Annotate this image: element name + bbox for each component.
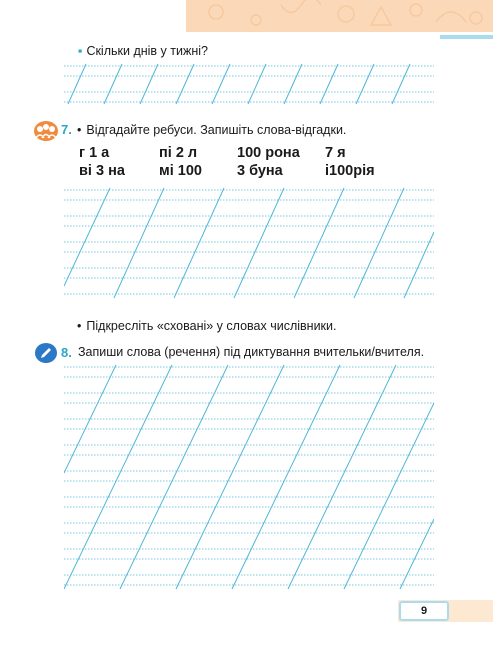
task-8-instruction: Запиши слова (речення) під диктування вчительки/вчителя. bbox=[78, 345, 425, 359]
team-icon bbox=[34, 119, 58, 141]
square-bullet-icon: ▪ bbox=[78, 44, 83, 58]
task-7-number: 7. bbox=[61, 122, 72, 137]
task-7-instruction bbox=[77, 123, 346, 137]
rebus-item: 3 буна bbox=[237, 163, 283, 179]
question-days-text: Скільки днів у тижні? bbox=[86, 44, 208, 58]
writing-lines-days bbox=[64, 62, 434, 106]
page-number: 9 bbox=[399, 601, 449, 621]
underline-instruction bbox=[77, 319, 336, 333]
task-7-instruction-text: Відгадайте ребуси. Запишіть слова-відгадки. bbox=[86, 123, 347, 137]
rebus-item: 100 рона bbox=[237, 145, 300, 161]
task-8-number: 8. bbox=[61, 345, 72, 360]
rebus-item: і100рія bbox=[325, 163, 375, 179]
underline-instruction-text: Підкресліть «сховані» у словах числівники. bbox=[86, 319, 337, 333]
writing-lines-task-7 bbox=[64, 186, 434, 300]
header-stripe bbox=[440, 35, 493, 39]
rebus-item: г 1 а bbox=[79, 145, 110, 161]
bullet: • bbox=[77, 123, 82, 137]
rebus-item: 7 я bbox=[325, 145, 346, 161]
bullet: • bbox=[77, 319, 82, 333]
writing-lines-task-8 bbox=[64, 363, 434, 592]
question-days bbox=[78, 44, 208, 58]
pencil-icon bbox=[35, 343, 57, 363]
header-decoration bbox=[186, 0, 493, 32]
rebus-item: ві 3 на bbox=[79, 163, 125, 179]
rebus-item: пі 2 л bbox=[159, 145, 198, 161]
rebus-item: мі 100 bbox=[159, 163, 202, 179]
